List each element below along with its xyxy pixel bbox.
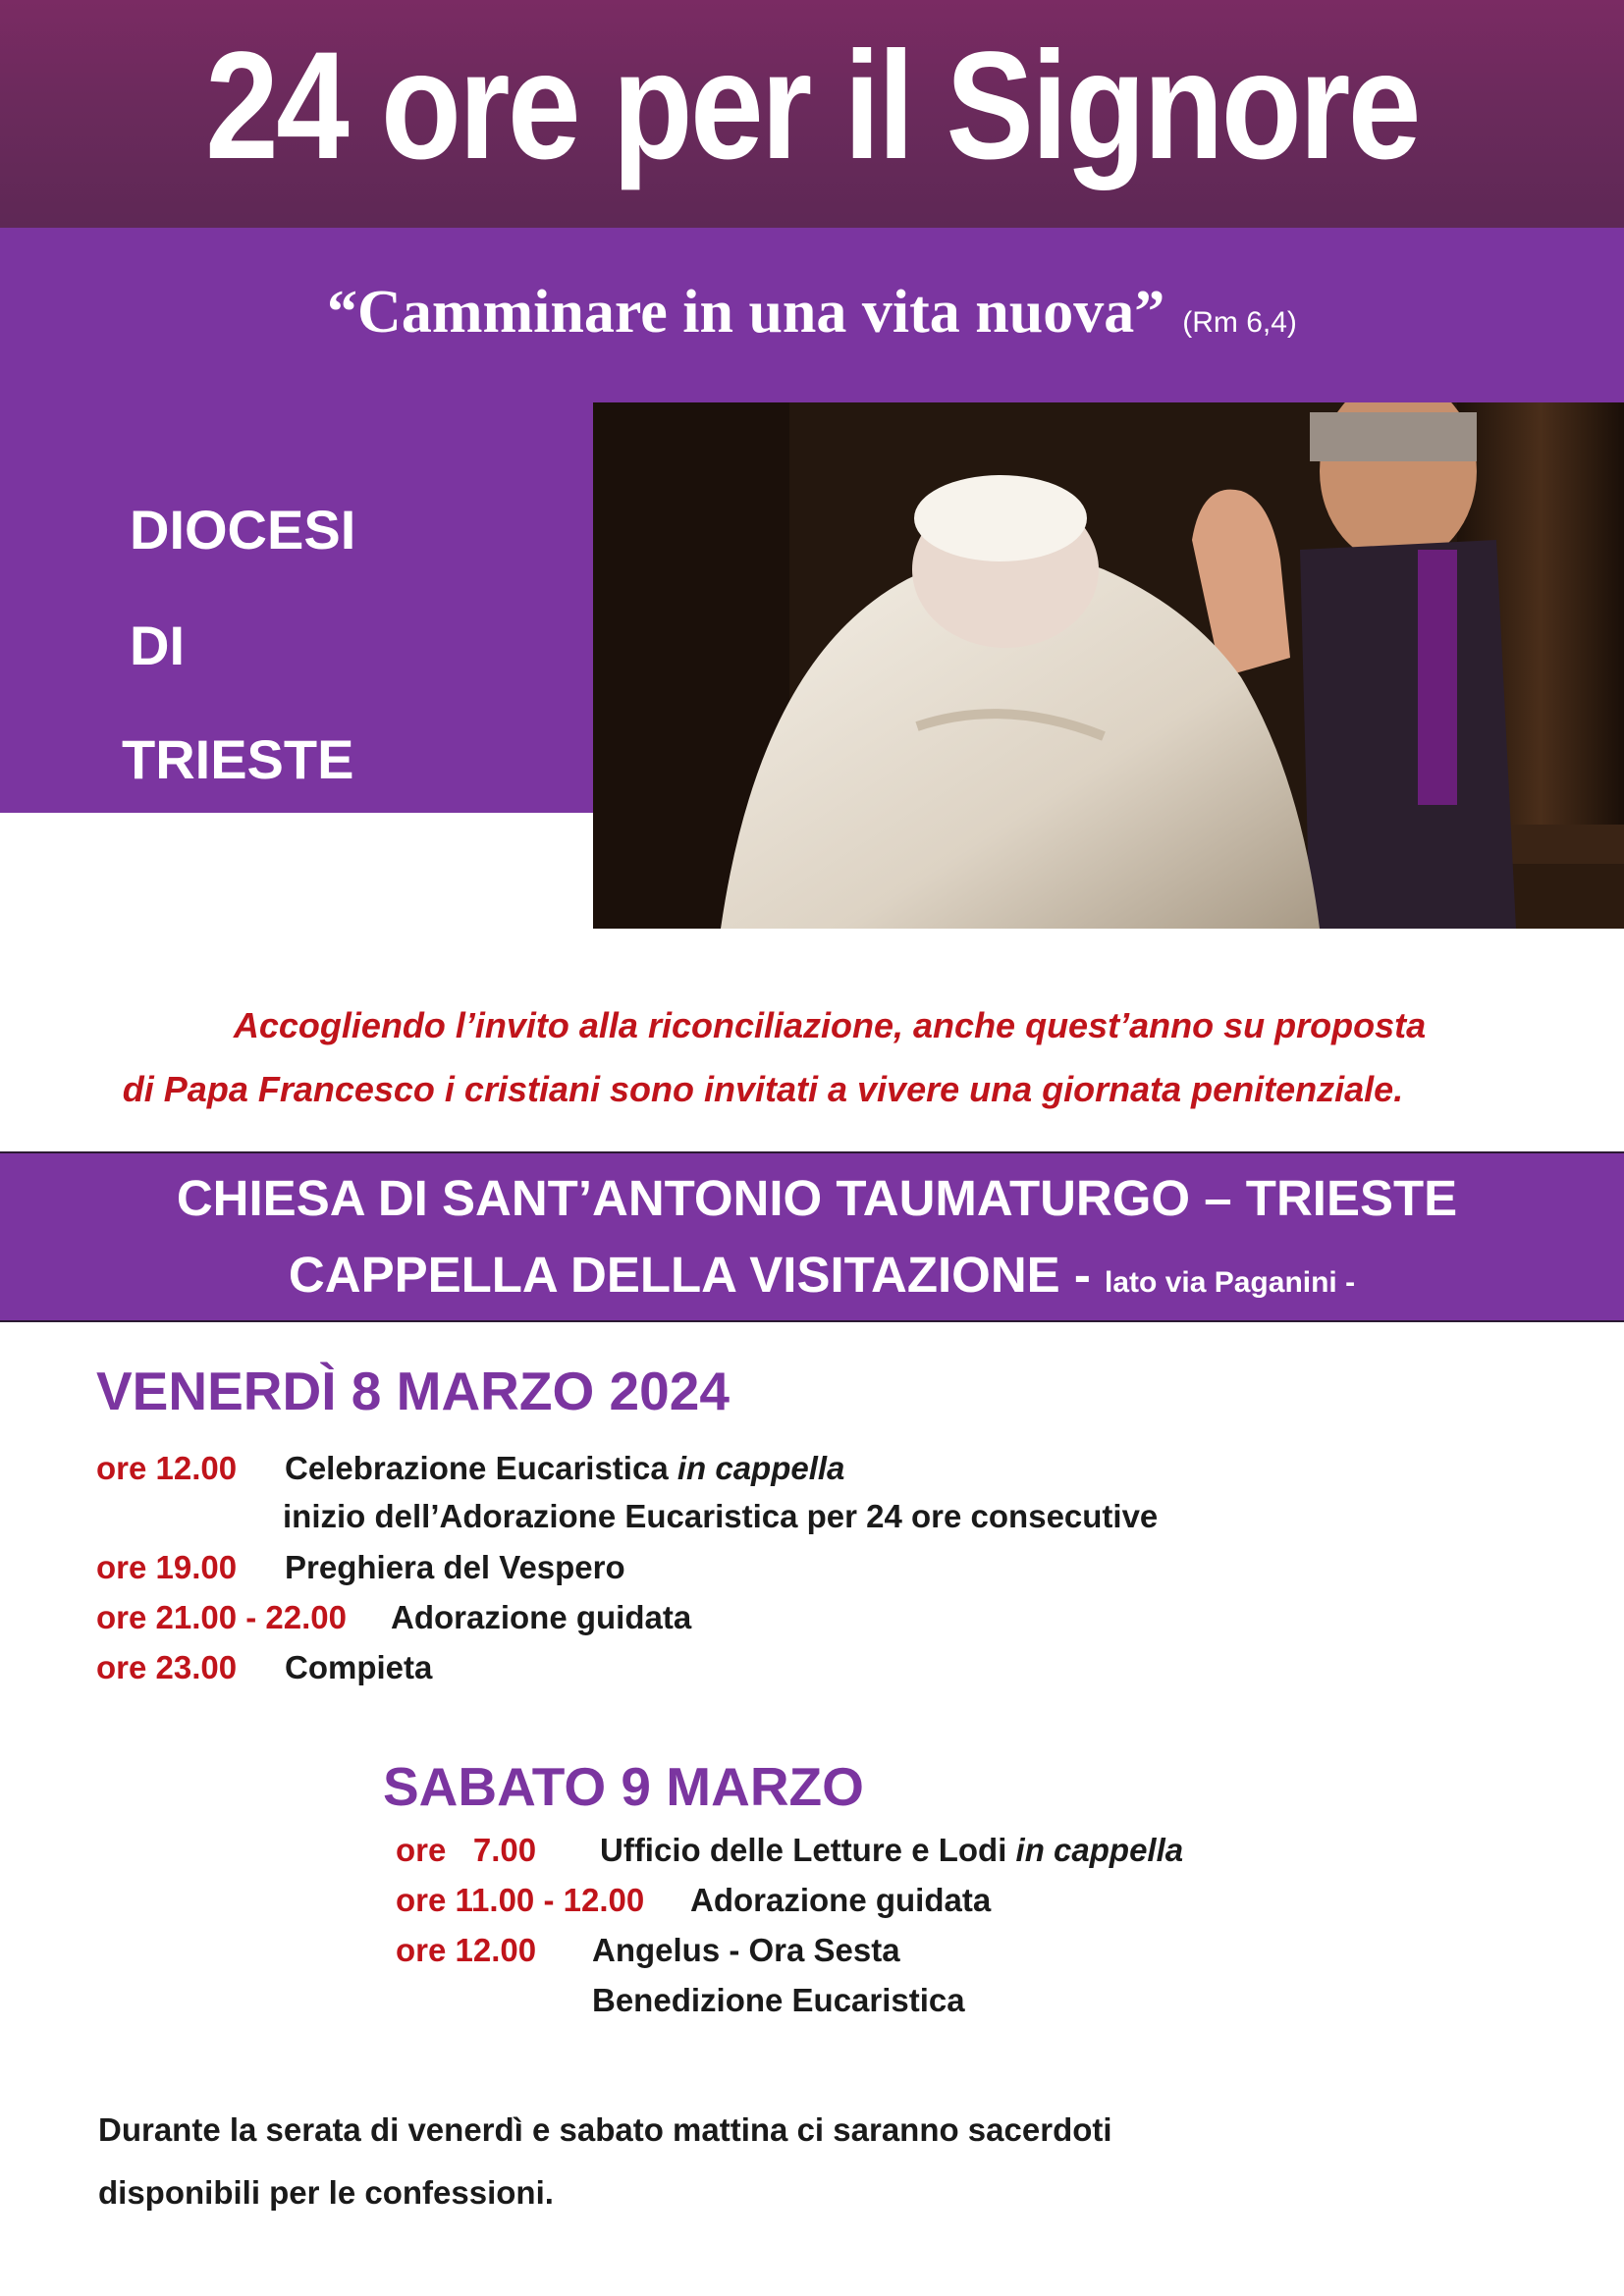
confession-photo bbox=[593, 402, 1624, 929]
intro-line-1: Accogliendo l’invito alla riconciliazione, anche quest’anno su proposta bbox=[233, 1005, 1427, 1045]
schedule-time: ore 7.00 bbox=[396, 1832, 537, 1868]
schedule-desc: Celebrazione Eucaristica in cappella bbox=[285, 1450, 845, 1486]
schedule-time: ore 19.00 bbox=[96, 1549, 238, 1585]
schedule-desc: Benedizione Eucaristica bbox=[592, 1982, 965, 2018]
schedule-time: ore 21.00 - 22.00 bbox=[96, 1599, 348, 1635]
schedule-desc: Angelus - Ora Sesta bbox=[592, 1932, 900, 1968]
diocesi-line-2: DI bbox=[130, 614, 185, 676]
schedule-desc: Ufficio delle Letture e Lodi in cappella bbox=[600, 1832, 1184, 1868]
diocesi-line-1: DIOCESI bbox=[130, 499, 356, 561]
closing-note bbox=[98, 2099, 1112, 2224]
schedule-desc: Adorazione guidata bbox=[690, 1882, 992, 1918]
motto bbox=[0, 273, 1624, 362]
schedule-desc: Preghiera del Vespero bbox=[285, 1549, 625, 1585]
friday-title: VENERDÌ 8 MARZO 2024 bbox=[96, 1361, 730, 1421]
schedule-time: ore 23.00 bbox=[96, 1649, 238, 1685]
schedule-time: ore 12.00 bbox=[96, 1450, 238, 1486]
schedule-desc: Compieta bbox=[285, 1649, 433, 1685]
schedule-time: ore 12.00 bbox=[396, 1932, 537, 1968]
chapel-name bbox=[0, 1245, 1624, 1313]
schedule-time: ore 11.00 - 12.00 bbox=[396, 1882, 645, 1918]
schedule-desc: Adorazione guidata bbox=[391, 1599, 692, 1635]
diocesi-line-3: TRIESTE bbox=[122, 728, 354, 790]
motto-text: “Camminare in una vita nuova” bbox=[327, 279, 1165, 346]
schedule-desc: inizio dell’Adorazione Eucaristica per 24 ore consecutive bbox=[283, 1498, 1159, 1534]
closing-line-2: disponibili per le confessioni. bbox=[98, 2174, 554, 2211]
saturday-title: SABATO 9 MARZO bbox=[383, 1756, 864, 1817]
chapel-name-main: CAPPELLA DELLA VISITAZIONE - bbox=[288, 1247, 1091, 1303]
page-title: 24 ore per il Signore bbox=[205, 21, 1419, 191]
motto-reference: (Rm 6,4) bbox=[1182, 306, 1297, 339]
chapel-location: lato via Paganini - bbox=[1105, 1266, 1356, 1299]
closing-line-1: Durante la serata di venerdì e sabato mattina ci saranno sacerdoti bbox=[98, 2111, 1112, 2148]
church-name: CHIESA DI SANT’ANTONIO TAUMATURGO – TRIESTE bbox=[176, 1170, 1458, 1226]
intro-line-2: di Papa Francesco i cristiani sono invitati a vivere una giornata penitenziale. bbox=[122, 1069, 1404, 1109]
confession-photo-illustration bbox=[593, 402, 1624, 929]
